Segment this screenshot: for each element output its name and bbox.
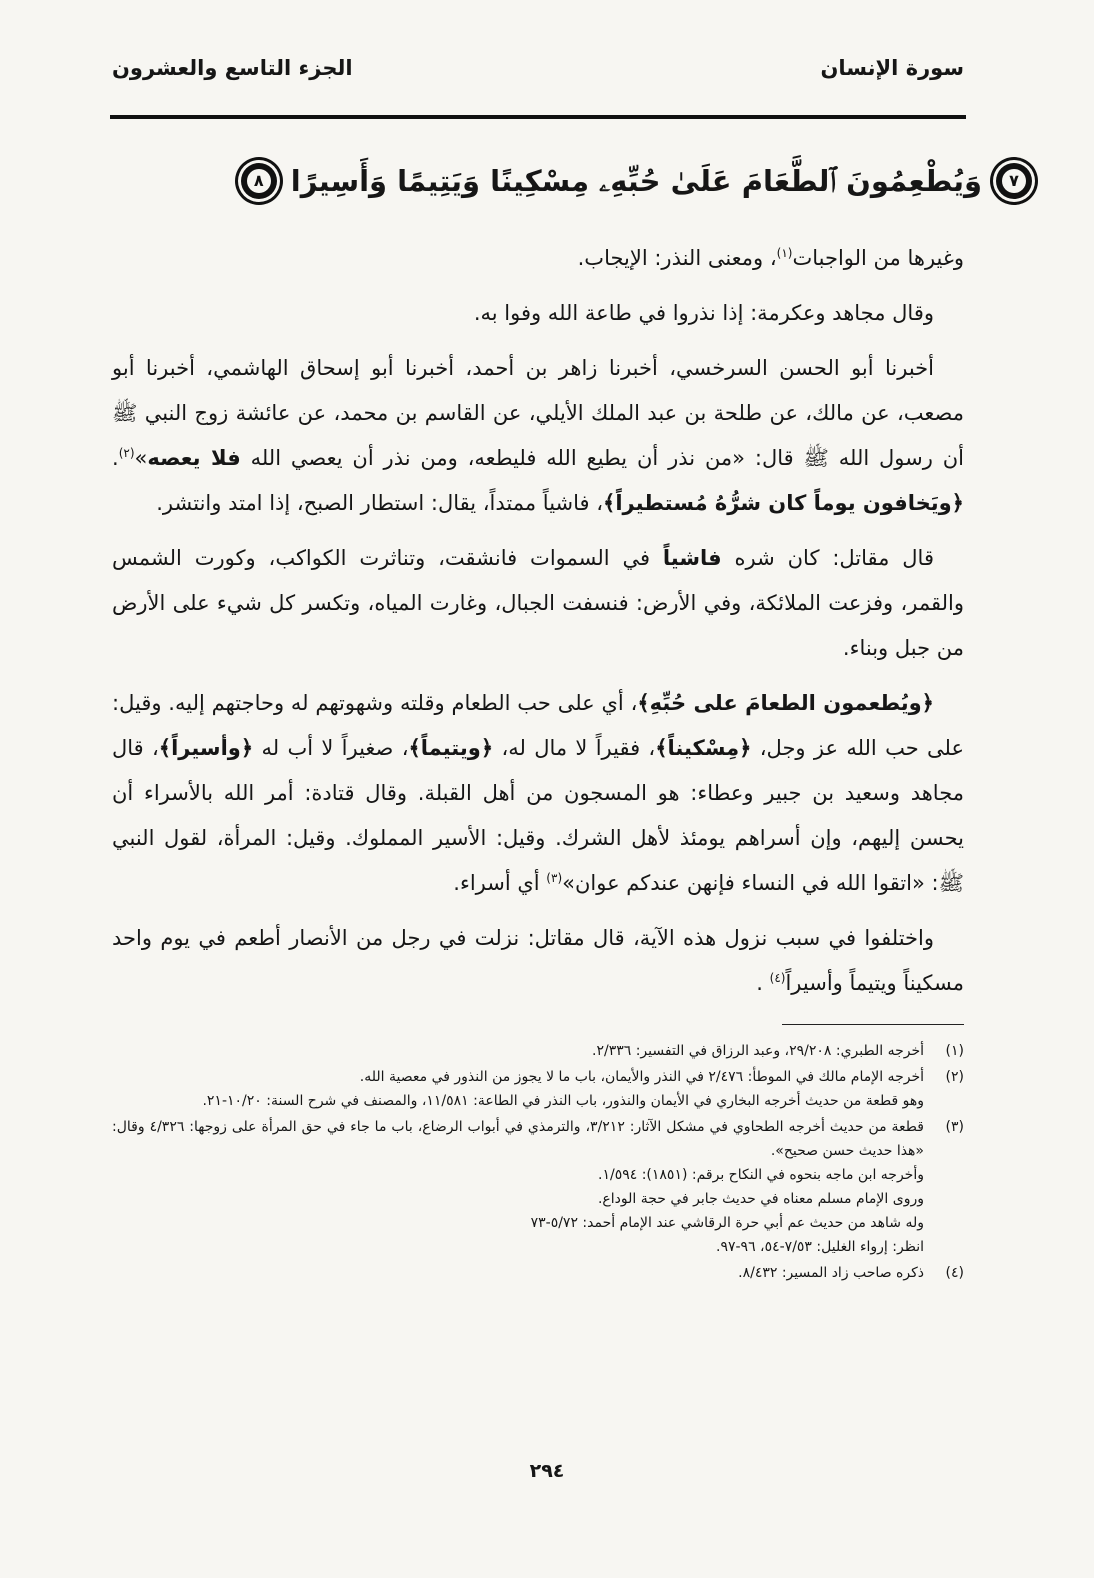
paragraph-text: » <box>134 446 148 470</box>
paragraph-text: في السموات فانشقت، وتناثرت الكواكب، وكورت الشمس والقمر، وفزعت الملائكة، وفي الأرض: فنسفت الجبال، وغارت المياه، وتكسر كل شيء على الأرض من جبل وبناء. <box>112 546 964 660</box>
body-text <box>112 236 964 1006</box>
footnote-line: وله شاهد من حديث عم أبي حرة الرقاشي عند الإمام أحمد: ٥/٧٢-٧٣ <box>530 1215 924 1231</box>
footnote-line: وهو قطعة من حديث أخرجه البخاري في الأيمان والنذور، باب النذر في الطاعة: ١١/٥٨١، والمصنف في شرح السنة: ١٠/٢٠-٢١. <box>202 1093 924 1109</box>
emphasized-text: ﴿وأسيراً﴾ <box>158 736 254 760</box>
footnote-line: أخرجه الطبري: ٢٩/٢٠٨، وعبد الرزاق في التفسير: ٢/٣٣٦. <box>592 1043 924 1059</box>
footnote-line: انظر: إرواء الغليل: ٧/٥٣-٥٤، ٩٦-٩٧. <box>715 1239 924 1255</box>
emphasized-text: فاشياً <box>662 546 722 570</box>
footnote-ref: (١) <box>776 246 793 260</box>
footnote-line: قطعة من حديث أخرجه الطحاوي في مشكل الآثار: ٣/٢١٢، والترمذي في أبواب الرضاع، باب ما جاء في حق المرأة على زوجها: ٤/٣٢٦ وقال: «هذا حديث حسن صحيح». <box>112 1119 924 1159</box>
footnote-line: وأخرجه ابن ماجه بنحوه في النكاح برقم: (١٨٥١): ١/٥٩٤. <box>598 1167 924 1183</box>
body-paragraph <box>112 536 964 671</box>
body-paragraph <box>112 291 964 336</box>
body-paragraph <box>112 916 964 1006</box>
paragraph-text: . <box>112 446 119 470</box>
emphasized-text: ﴿مِسْكيناً﴾ <box>655 736 752 760</box>
footnote-body <box>112 1065 924 1113</box>
footnote <box>112 1039 964 1063</box>
page-number: ٢٩٤ <box>529 1460 565 1482</box>
ayah-number: ٧ <box>1002 169 1026 193</box>
footnote <box>112 1115 964 1259</box>
footnote <box>112 1065 964 1113</box>
body-paragraph <box>112 236 964 281</box>
running-header <box>112 56 964 80</box>
footnote-rule <box>782 1024 964 1025</box>
footnote-marker: (٢) <box>945 1069 964 1085</box>
paragraph-text: ، ومعنى النذر: الإيجاب. <box>577 246 777 270</box>
footnote-line: وروى الإمام مسلم معناه في حديث جابر في حجة الوداع. <box>597 1191 924 1207</box>
emphasized-text: ﴿ويُطعمون الطعامَ على حُبِّهِ﴾ <box>637 691 934 715</box>
paragraph-text: ، قال مجاهد وسعيد بن جبير وعطاء: هو المسجون من أهل القبلة. وقال قتادة: أمر الله بالأسراء أن يحسن إليهم، وإن أسراهم يومئذ لأهل الشرك. وقيل: الأسير المملوك. وقيل: المرأة، لقول النبي ﷺ: «اتقوا الله في النساء فإنهن عندكم عوان» <box>112 736 964 895</box>
paragraph-text: قال مقاتل: كان شره <box>721 546 934 570</box>
paragraph-text: ، فقيراً لا مال له، <box>493 736 656 760</box>
paragraph-text: وغيرها من الواجبات <box>792 246 964 270</box>
paragraph-text: ، صغيراً لا أب له <box>253 736 409 760</box>
paragraph-text: . <box>756 971 770 995</box>
ayah-number: ٨ <box>247 169 271 193</box>
footnote-line: أخرجه الإمام مالك في الموطأ: ٢/٤٧٦ في النذر والأيمان، باب ما لا يجوز من النذور في معصية الله. <box>359 1069 924 1085</box>
juz-title: الجزء التاسع والعشرون <box>112 56 353 80</box>
body-paragraph <box>112 346 964 526</box>
footnote-ref: (٤) <box>769 971 786 985</box>
paragraph-text: ، فاشياً ممتداً، يقال: استطار الصبح، إذا امتد وانتشر. <box>156 491 604 515</box>
page-content <box>112 236 964 1287</box>
ayah-number-marker <box>241 163 277 199</box>
surah-title: سورة الإنسان <box>820 56 964 80</box>
footnote-line: ذكره صاحب زاد المسير: ٨/٤٣٢. <box>738 1265 924 1281</box>
footnote-list <box>112 1039 964 1285</box>
ayah-number-marker <box>996 163 1032 199</box>
ayah-line <box>241 146 1032 216</box>
footnote-ref: (٣) <box>546 871 563 885</box>
body-paragraph <box>112 681 964 906</box>
footnote-body <box>112 1115 924 1259</box>
paragraph-text: ، أي على حب الطعام وقلته وشهوتهم له وحاجتهم إليه. وقيل: على حب الله عز وجل، <box>112 691 964 760</box>
footnote-marker: (٤) <box>945 1265 964 1281</box>
header-rule <box>110 115 966 119</box>
footnote-marker: (١) <box>945 1043 964 1059</box>
footnote-body <box>112 1039 924 1063</box>
emphasized-text: ﴿ويَخافون يوماً كان شرُّهُ مُستطيراً﴾ <box>603 491 964 515</box>
footnote <box>112 1261 964 1285</box>
paragraph-text: أخبرنا أبو الحسن السرخسي، أخبرنا زاهر بن أحمد، أخبرنا أبو إسحاق الهاشمي، أخبرنا أبو مصعب، عن مالك، عن طلحة بن عبد الملك الأيلي، عن القاسم بن محمد، عن عائشة زوج النبي ﷺ أن رسول الله ﷺ قال: «من نذر أن يطيع الله فليطعه، ومن نذر أن يعصي الله <box>112 356 964 470</box>
footnote-ref: (٢) <box>118 446 135 460</box>
footnote-body <box>112 1261 924 1285</box>
emphasized-text: ﴿ويتيماً﴾ <box>408 736 494 760</box>
emphasized-text: فلا يعصه <box>147 446 241 470</box>
footnote-marker: (٣) <box>945 1119 964 1135</box>
paragraph-text: أي أسراء. <box>453 871 547 895</box>
ayah-text: وَيُطْعِمُونَ ٱلطَّعَامَ عَلَىٰ حُبِّهِۦ مِسْكِينًا وَيَتِيمًا وَأَسِيرًا <box>290 164 982 198</box>
paragraph-text: واختلفوا في سبب نزول هذه الآية، قال مقاتل: نزلت في رجل من الأنصار أطعم في يوم واحد مسكيناً ويتيماً وأسيراً <box>112 926 964 995</box>
footnotes <box>112 1024 964 1285</box>
paragraph-text: وقال مجاهد وعكرمة: إذا نذروا في طاعة الله وفوا به. <box>473 301 934 325</box>
